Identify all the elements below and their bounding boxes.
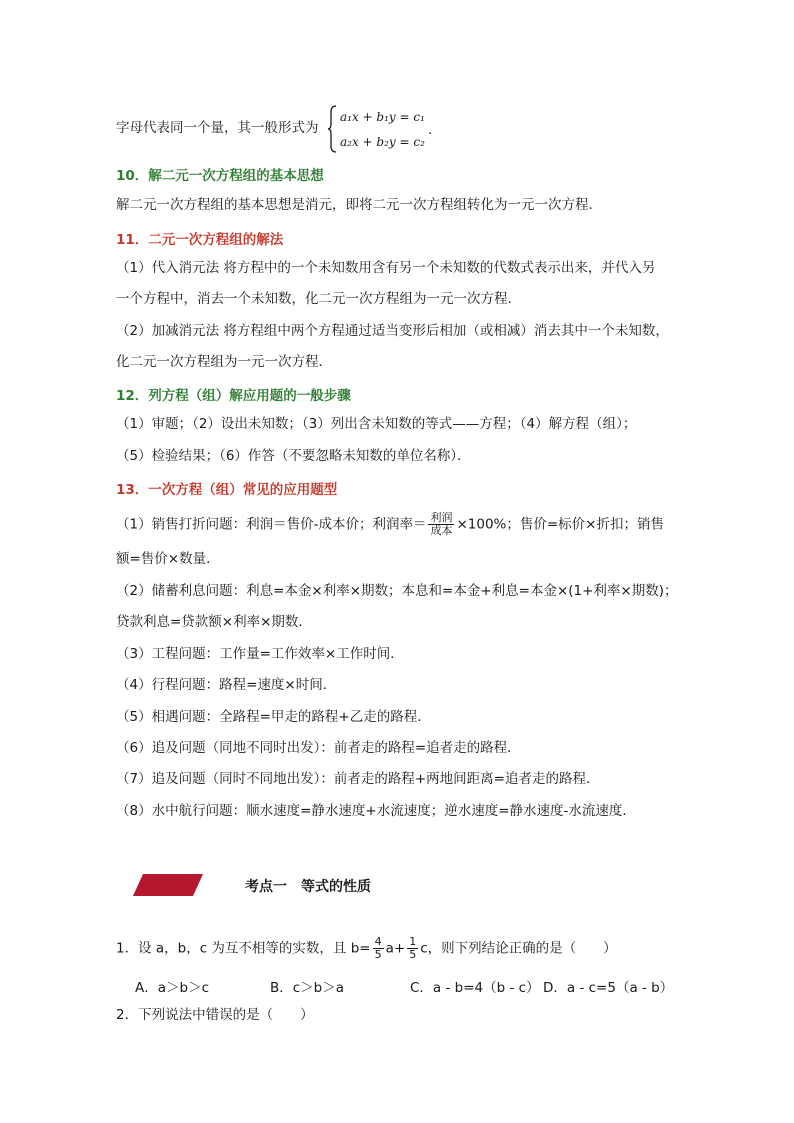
s13-line-6: （4）行程问题：路程=速度×时间． [116,677,337,693]
fraction-denominator: 成本 [430,524,453,537]
s10-body: 解二元一次方程组的基本思想是消元，即将二元一次方程组转化为一元一次方程． [116,197,602,213]
s13-line-3: （2）储蓄利息问题：利息=本金×利率×期数；本息和=本金+利息=本金×(1+利率×期数)； [116,583,678,599]
intro-text [116,118,319,138]
profit-rate-fraction [428,512,454,537]
s13-line-2: 额=售价×数量． [116,551,220,567]
question-2: 2．下列说法中错误的是（ ） [116,1007,314,1023]
heading-13: 13．一次方程（组）常见的应用题型 [116,482,338,498]
s13-line-10: （8）水中航行问题：顺水速度=静水速度+水流速度；逆水速度=静水速度-水流速度． [116,803,636,819]
q1-post: c，则下列结论正确的是（ ） [420,940,617,957]
fraction-4-5 [373,936,384,961]
section-banner [133,874,203,896]
option-c[interactable]: C．a - b=4（b - c） [410,980,540,996]
banner-parallelogram [133,874,203,896]
option-b[interactable]: B．c＞b＞a [270,980,345,996]
s13-line-5: （3）工程问题：工作量=工作效率×工作时间． [116,646,404,662]
fraction-numerator: 4 [374,935,382,948]
brace-icon [328,106,336,152]
q1-pre: 1．设 a，b，c 为互不相等的实数，且 b= [116,940,371,957]
s12-line-1: （1）审题；（2）设出未知数；（3）列出含未知数的等式——方程；（4）解方程（组）； [116,416,637,432]
s11-line-1: （1）代入消元法 将方程中的一个未知数用含有另一个未知数的代数式表示出来，并代入另 [116,260,656,276]
heading-10: 10．解二元一次方程组的基本思想 [116,168,324,184]
equation-2: a₂x + b₂y = c₂ [340,135,425,149]
s13-line-1-post: ×100%；售价=标价×折扣；销售 [456,516,664,533]
s13-line-9: （7）追及问题（同时不同地出发）：前者走的路程+两地间距离=追者走的路程． [116,771,600,787]
option-a[interactable]: A．a＞b＞c [135,980,209,996]
fraction-numerator: 利润 [430,511,453,524]
heading-11: 11．二元一次方程组的解法 [116,232,284,248]
fraction-numerator: 1 [409,935,417,948]
s11-line-2: 一个方程中，消去一个未知数，化二元一次方程组为一元一次方程． [116,291,521,307]
fraction-denominator: 5 [409,948,417,961]
equation-system [328,104,438,154]
section-title: 考点一 等式的性质 [245,879,371,895]
s11-line-3: （2）加减消元法 将方程组中两个方程通过适当变形后相加（或相减）消去其中一个未知数， [116,323,669,339]
s12-line-2: （5）检验结果；（6）作答（不要忽略未知数的单位名称）． [116,448,471,464]
s13-line-8: （6）追及问题（同地不同时出发）：前者走的路程=追者走的路程． [116,740,521,756]
heading-12: 12．列方程（组）解应用题的一般步骤 [116,388,351,404]
s13-line-1-pre: （1）销售打折问题：利润＝售价-成本价；利润率＝ [116,516,427,533]
s13-line-1 [116,512,664,537]
s13-line-4: 贷款利息=贷款额×利率×期数． [116,614,312,630]
intro-suffix: . [428,122,433,138]
s11-line-4: 化二元一次方程组为一元一次方程． [116,354,332,370]
option-d[interactable]: D．a - c=5（a - b） [543,980,674,996]
q1-mid: a+ [385,940,406,957]
question-1 [116,936,617,961]
equation-1: a₁x + b₁y = c₁ [340,110,425,124]
intro-prefix: 字母代表同一个量，其一般形式为 [116,120,319,136]
fraction-denominator: 5 [374,948,382,961]
fraction-1-5 [407,936,418,961]
s13-line-7: （5）相遇问题：全路程=甲走的路程+乙走的路程． [116,709,431,725]
